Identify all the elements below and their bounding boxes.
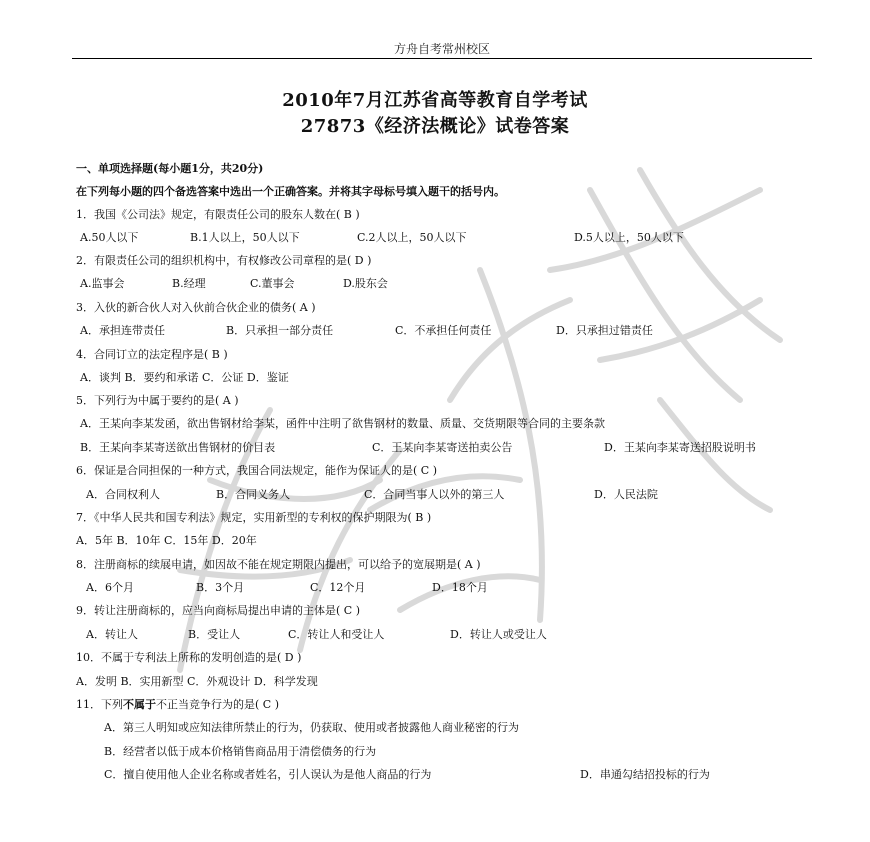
option: C.董事会 (250, 277, 295, 290)
exam-title: 2010年7月江苏省高等教育自学考试 (282, 90, 588, 111)
option: A.监事会 (80, 277, 125, 290)
option: D．人民法院 (594, 488, 658, 501)
option: B．受让人 (188, 628, 241, 641)
question-stem: 5．下列行为中属于要约的是( A ) (76, 394, 239, 407)
section-heading: 一、单项选择题(每小题1分，共20分) (76, 162, 264, 175)
option: C．合同当事人以外的第三人 (364, 488, 505, 501)
option: D．王某向李某寄送招股说明书 (604, 441, 756, 454)
question-stem: 6．保证是合同担保的一种方式，我国合同法规定，能作为保证人的是( C ) (76, 464, 437, 477)
section-instruction: 在下列每小题的四个备选答案中选出一个正确答案。并将其字母标号填入题干的括号内。 (76, 185, 505, 198)
question-stem: 8．注册商标的续展申请，如因故不能在规定期限内提出，可以给予的宽展期是( A ) (76, 558, 481, 571)
question-stem: 3．入伙的新合伙人对入伙前合伙企业的债务( A ) (76, 301, 316, 314)
option: D.股东会 (343, 277, 388, 290)
option: C．12个月 (310, 581, 366, 594)
option: C．擅自使用他人企业名称或者姓名，引人误认为是他人商品的行为 (104, 768, 432, 781)
question-stem-post: 不正当竞争行为的是( C ) (156, 698, 279, 711)
question-stem: 10．不属于专利法上所称的发明创造的是( D ) (76, 651, 302, 664)
option: D．只承担过错责任 (556, 324, 653, 337)
option: C．转让人和受让人 (288, 628, 385, 641)
option: A．发明 B．实用新型 C．外观设计 D．科学发现 (76, 675, 318, 688)
page-header: 方舟自考常州校区 (393, 42, 490, 56)
question-stem-emphasis: 不属于 (123, 698, 156, 711)
question-stem: 9．转让注册商标的，应当向商标局提出申请的主体是( C ) (76, 604, 360, 617)
option: D．转让人或受让人 (450, 628, 547, 641)
exam-subtitle: 27873《经济法概论》试卷答案 (300, 116, 570, 137)
option: A.50人以下 (80, 231, 139, 244)
option: A．5年 B．10年 C．15年 D．20年 (76, 534, 257, 547)
option: C.2人以上，50人以下 (357, 231, 467, 244)
option: A．王某向李某发函，欲出售钢材给李某，函件中注明了欲售钢材的数量、质量、交货期限等合同的主要条款 (80, 417, 605, 430)
option: A．第三人明知或应知法律所禁止的行为，仍获取、使用或者披露他人商业秘密的行为 (104, 721, 519, 734)
option: A．合同权利人 (86, 488, 160, 501)
option: A．转让人 (86, 628, 138, 641)
question-stem: 7．《中华人民共和国专利法》规定，实用新型的专利权的保护期限为( B ) (76, 511, 432, 524)
option: A．承担连带责任 (80, 324, 165, 337)
option: A．6个月 (86, 581, 134, 594)
option: B.1人以上，50人以下 (190, 231, 300, 244)
option: B．合同义务人 (216, 488, 291, 501)
option: C．王某向李某寄送拍卖公告 (372, 441, 513, 454)
question-stem-pre: 11．下列 (76, 698, 123, 711)
option: D．18个月 (432, 581, 488, 594)
option: B．3个月 (196, 581, 245, 594)
option: D.5人以上，50人以下 (574, 231, 684, 244)
question-stem: 2．有限责任公司的组织机构中，有权修改公司章程的是( D ) (76, 254, 372, 267)
question-stem: 1．我国《公司法》规定，有限责任公司的股东人数在( B ) (76, 208, 360, 221)
option: C．不承担任何责任 (395, 324, 492, 337)
option: D．串通勾结招投标的行为 (580, 768, 710, 781)
header-divider (72, 58, 812, 59)
option: A．谈判 B．要约和承诺 C．公证 D．鉴证 (80, 371, 289, 384)
option: B.经理 (172, 277, 206, 290)
option: B．王某向李某寄送欲出售钢材的价目表 (80, 441, 276, 454)
option: B．只承担一部分责任 (226, 324, 334, 337)
question-stem (76, 696, 279, 712)
question-stem: 4．合同订立的法定程序是( B ) (76, 348, 228, 361)
option: B．经营者以低于成本价格销售商品用于清偿债务的行为 (104, 745, 377, 758)
